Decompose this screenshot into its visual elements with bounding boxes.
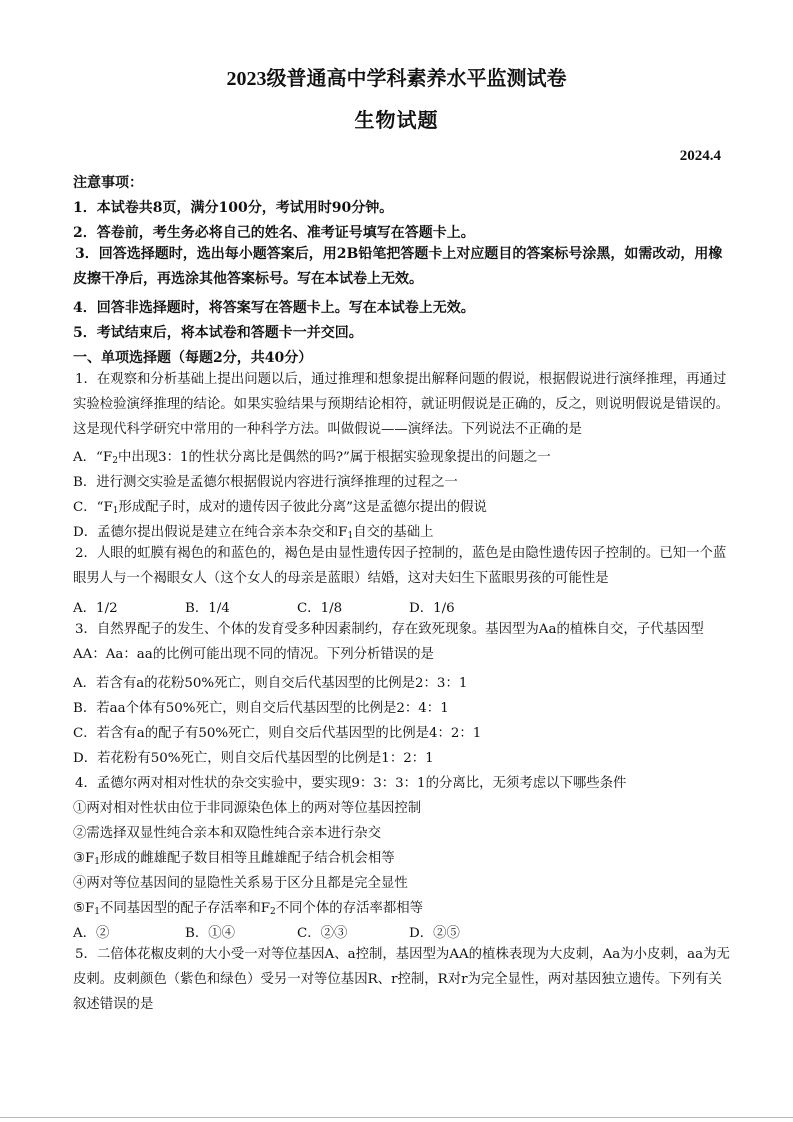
q3-option-d: D．若花粉有50%死亡，则自交后代基因型的比例是1：2：1: [73, 751, 434, 766]
q1-option-c: C．“$F_1$形成配子时，成对的遗传因子彼此分离”这是孟德尔提出的假说: [73, 500, 487, 516]
exam-date: 2024.4: [679, 148, 721, 164]
q1-stem: 1．在观察和分析基础上提出问题以后，通过推理和想象提出解释问题的假说，根据假说进行演绎推理，再通过实验检验演绎推理的结论。如果实验结果与预期结论相符，就证明假说是正确的，反之，则说明假说是错误的。这是现代科学研究中常用的一种科学方法。叫做假说——演绎法。下列说法不正确的是: [73, 372, 730, 437]
q4-option-d: D．②⑤: [409, 926, 460, 941]
subject-title: 生物试题: [354, 110, 439, 132]
q4-option-c: C．②③: [297, 926, 348, 941]
q4-option-a: A．②: [73, 926, 110, 941]
notes-heading: 注意事项：: [73, 175, 143, 191]
exam-title: 2023级普通高中学科素养水平监测试卷: [226, 68, 567, 90]
note-3: 3．回答选择题时，选出每小题答案后，用2B铅笔把答题卡上对应题目的答案标号涂黑，如需改动，用橡皮擦干净后，再选涂其他答案标号。写在本试卷上无效。: [73, 246, 723, 287]
q4-option-b: B．①④: [185, 926, 236, 941]
q3-option-c: C．若含有a的配子有50%死亡，则自交后代基因型的比例是4：2：1: [73, 726, 482, 741]
q1-option-a: A．“$F_2$中出现3：1的性状分离比是偶然的吗?”属于根据实验现象提出的问题之一: [73, 450, 551, 466]
q2-options: [73, 597, 733, 616]
q3-option-a: A．若含有a的花粉50%死亡，则自交后代基因型的比例是2：3：1: [73, 676, 468, 691]
q2-option-d: D．1/6: [409, 601, 455, 616]
q4-statement-1: ①两对相对性状由位于非同源染色体上的两对等位基因控制: [73, 801, 422, 816]
q2-option-c: C．1/8: [297, 601, 343, 616]
note-4: 4．回答非选择题时，将答案写在答题卡上。写在本试卷上无效。: [73, 300, 475, 316]
note-1: 1．本试卷共8页，满分100分，考试用时90分钟。: [73, 200, 394, 216]
note-2: 2．答卷前，考生务必将自己的姓名、准考证号填写在答题卡上。: [73, 225, 475, 241]
q4-stem: 4．孟德尔两对相对性状的杂交实验中，要实现9：3：3：1的分离比，无须考虑以下哪些条件: [75, 776, 627, 791]
section-heading: 一、单项选择题（每题2分，共40分）: [73, 350, 313, 366]
q2-option-a: A．1/2: [73, 601, 118, 616]
q1-option-b: B．进行测交实验是孟德尔根据假说内容进行演绎推理的过程之一: [73, 475, 458, 490]
page-bottom-rule: [0, 1117, 793, 1118]
q2-stem: 2．人眼的虹膜有褐色的和蓝色的，褐色是由显性遗传因子控制的，蓝色是由隐性遗传因子控制的。已知一个蓝眼男人与一个褐眼女人（这个女人的母亲是蓝眼）结婚，这对夫妇生下蓝眼男孩的可能性是: [73, 546, 727, 586]
q4-statement-4: ④两对等位基因间的显隐性关系易于区分且都是完全显性: [73, 876, 408, 891]
q4-statement-5: $⑤F_1$不同基因型的配子存活率和$F_2$不同个体的存活率都相等: [73, 901, 424, 917]
q3-stem: 3．自然界配子的发生、个体的发育受多种因素制约，存在致死现象。基因型为Aa的植株自交，子代基因型AA：Aa：aa的比例可能出现不同的情况。下列分析错误的是: [73, 622, 704, 662]
q4-options: [73, 922, 733, 941]
q3-option-b: B．若aa个体有50%死亡，则自交后代基因型的比例是2：4：1: [73, 701, 449, 716]
q1-option-d: D．孟德尔提出假说是建立在纯合亲本杂交和$F_1$自交的基础上: [73, 525, 434, 541]
q5-stem: 5．二倍体花椒皮刺的大小受一对等位基因A、a控制，基因型为AA的植株表现为大皮刺，Aa为小皮刺，aa为无皮刺。皮刺颜色（紫色和绿色）受另一对等位基因R、r控制，R对r为完全显性，两对基因独立遗传。下列有关叙述错误的是: [73, 947, 730, 1012]
note-5: 5．考试结束后，将本试卷和答题卡一并交回。: [73, 325, 363, 341]
q2-option-b: B．1/4: [185, 601, 230, 616]
q4-statement-3: $③F_1$形成的雌雄配子数目相等且雌雄配子结合机会相等: [73, 851, 395, 867]
q4-statement-2: ②需选择双显性纯合亲本和双隐性纯合亲本进行杂交: [73, 826, 381, 841]
